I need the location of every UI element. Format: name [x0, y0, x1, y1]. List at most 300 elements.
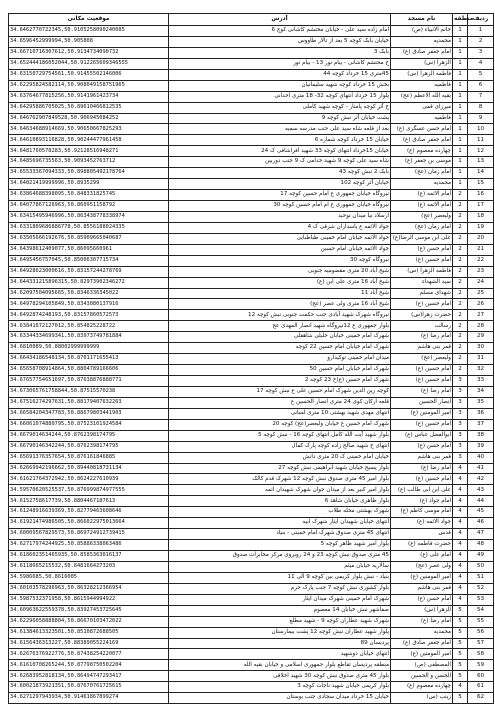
table-row: [9, 408, 494, 419]
table-row: [9, 310, 494, 321]
address-cell: بلوار ظاهری خیابان شاهد 6: [169, 496, 391, 507]
zone-cell: 1: [453, 80, 468, 91]
zone-cell: 1: [453, 91, 468, 102]
location-cell: 34.6658420434​7783,50.886798034​41​9​03: [9, 408, 169, 419]
table-row: [9, 58, 494, 69]
location-cell: 34.6751627429​7631,50.88179407​63​22​63: [9, 397, 169, 408]
row-number-cell: 51: [468, 572, 494, 583]
mosque-name-cell: ولیعصر (عج): [391, 211, 453, 222]
row-number-cell: 42: [468, 474, 494, 485]
zone-cell: 2: [453, 211, 468, 222]
address-cell: بلوار امیر کبیر بعد از میدان جوان شهرک شهیدان ائمه: [169, 485, 391, 496]
mosque-name-cell: جواد الائمه (ع): [391, 518, 453, 529]
address-cell: خ محتشم کاشانی - بیام نور 13 - بیام نور: [169, 58, 391, 69]
location-cell: 34.6463468891​4669,50.9065066782​5293: [9, 124, 169, 135]
row-number-cell: 49: [468, 551, 494, 562]
mosque-name-cell: امیر المومنین (ع): [391, 408, 453, 419]
table-row: [9, 441, 494, 452]
row-number-cell: 23: [468, 266, 494, 277]
address-cell: خیابان 15خرداد انتهای کوچه 33 شهید افراشافی ک 24: [169, 146, 391, 157]
table-row: [9, 583, 494, 594]
row-number-cell: 13: [468, 157, 494, 168]
table-row: [9, 211, 494, 222]
row-number-cell: 25: [468, 288, 494, 299]
table-row: [9, 124, 494, 135]
header-zone: منطقه: [453, 14, 468, 26]
zone-cell: 4: [453, 540, 468, 551]
row-number-cell: 38: [468, 430, 494, 441]
mosque-name-cell: قمر بنی هاشم: [391, 452, 453, 463]
address-cell: بلوار امیر 45 متری صدوق نبش کوچه 12 شهرک قدم کالک: [169, 474, 391, 485]
location-cell: 34.6407786712​6963,50.8609511​5​8792: [9, 201, 169, 212]
zone-cell: 1: [453, 36, 468, 47]
mosque-name-cell: میرزای قمی: [391, 102, 453, 113]
zone-cell: 1: [453, 157, 468, 168]
table-row: [9, 244, 494, 255]
mosque-name-cell: قدس: [391, 529, 453, 540]
mosque-name-cell: امام زمان (عج): [391, 168, 453, 179]
address-cell: 45متری 15 خرداد کوچه 44: [169, 69, 391, 80]
table-row: [9, 507, 494, 518]
location-cell: 34.6524441860520​44,50.912265609346​555: [9, 58, 169, 69]
address-cell: انتهای خیابان شهیدان ایثار شهرک ابیه: [169, 518, 391, 529]
zone-cell: 4: [453, 572, 468, 583]
row-number-cell: 35: [468, 397, 494, 408]
row-number-cell: 62: [468, 693, 494, 704]
zone-cell: 1: [453, 124, 468, 135]
mosque-name-cell: امام موسی کاظم (ع): [391, 507, 453, 518]
location-cell: 34.6000956782​9573,50.8697249127​394​15: [9, 529, 169, 540]
table-row: [9, 376, 494, 387]
address-cell: شیخ آباد 16 متری علی ابن (ع): [169, 277, 391, 288]
address-cell: بلوار 45 متری صدوق نبش کوچه 30 شهید اخلاقی: [169, 671, 391, 682]
row-number-cell: 60: [468, 671, 494, 682]
row-number-cell: 53: [468, 594, 494, 605]
zone-cell: 1: [453, 146, 468, 157]
address-cell: منطقه پردیسان تقاطع بلوار جمهوری اسلامی و خیابان بقیه الله: [169, 660, 391, 671]
row-number-cell: 37: [468, 419, 494, 430]
table-row: [9, 638, 494, 649]
row-number-cell: 58: [468, 649, 494, 660]
table-row: [9, 529, 494, 540]
location-cell: 34.6331809686​886778,50.85561880​24335: [9, 222, 169, 233]
mosque-table: [8, 13, 494, 704]
location-cell: 34.6679014634​2244,50.87623981​74​7​95: [9, 441, 169, 452]
mosque-name-cell: علی ابن موسی الرضا(ع): [391, 233, 453, 244]
mosque-name-cell: فاطمه الزهرا (س): [391, 266, 453, 277]
row-number-cell: 34: [468, 386, 494, 397]
mosque-name-cell: امیر المومنین (ع): [391, 649, 453, 660]
address-cell: شهرک امام خمینی شهرک میدان ایثار: [169, 594, 391, 605]
mosque-name-cell: چهارده معصوم (ع): [391, 682, 453, 693]
row-number-cell: 22: [468, 255, 494, 266]
zone-cell: 4: [453, 682, 468, 693]
location-cell: 34.6096362​2​5​5​9​3​7​8,50.8392​7​4​5​3​7​2​5​6​4​5: [9, 605, 169, 616]
table-row: [9, 671, 494, 682]
mosque-name-cell: موسی بن جعفر (ع): [391, 157, 453, 168]
row-number-cell: 17: [468, 201, 494, 212]
zone-cell: 3: [453, 408, 468, 419]
location-cell: 34.6553336709​4333,50.89880549​2178764: [9, 168, 169, 179]
row-number-cell: 8: [468, 102, 494, 113]
location-cell: 34.6492874248193,50.83157860​572573: [9, 310, 169, 321]
header-location: موقعیت مکانی: [9, 14, 169, 26]
mosque-name-cell: امام حسین (ع): [391, 255, 453, 266]
table-row: [9, 91, 494, 102]
address-cell: صفاشهر نبش خیابان 14 معصوم: [169, 605, 391, 616]
location-cell: 34.6161070​8​2​6​5​2​4​4,50.8779​8​7​5​0​5​0​2​2​0​4: [9, 660, 169, 671]
row-number-cell: 16: [468, 190, 494, 201]
row-number-cell: 36: [468, 408, 494, 419]
location-cell: 34.6376467781​5256,50.91419614237​34: [9, 91, 169, 102]
zone-cell: 4: [453, 551, 468, 562]
address-cell: بلوار جمهوری ع 12نیروگاه شهید انصار المهدی عج: [169, 321, 391, 332]
location-cell: 34.6765775465​1697,50.87638876​88​8771: [9, 376, 169, 387]
row-number-cell: 44: [468, 496, 494, 507]
row-number-cell: 32: [468, 365, 494, 376]
address-cell: جواد الائمه خیابان امام حسین: [169, 244, 391, 255]
zone-cell: 4: [453, 583, 468, 594]
mosque-name-cell: امام حسین (ع): [391, 419, 453, 430]
row-number-cell: 9: [468, 113, 494, 124]
location-cell: 34.6118665​2​1​5​5​32,50.848166427​3​2​0​3: [9, 561, 169, 572]
zone-cell: 2: [453, 354, 468, 365]
table-row: [9, 518, 494, 529]
location-cell: 34.6443312​1589​6315,50.829739023​46272: [9, 277, 169, 288]
address-cell: بخش 15 خرداد کوچه شهید سلیمانیان: [169, 80, 391, 91]
address-cell: خیابان بابک کوچه 5 بعد از تالار طاووس: [169, 36, 391, 47]
zone-cell: 5: [453, 627, 468, 638]
location-cell: 34.6268395​2​8​1​8​1​3​4,50.8649​4​7​4​7​2​9​3​4​1​7: [9, 671, 169, 682]
table-row: [9, 343, 494, 354]
address-cell: بلوار کریمی خیابان شهید ناجات کوچه 3: [169, 682, 391, 693]
location-cell: 34.6350566619​2676,50.859096650​40687: [9, 233, 169, 244]
mosque-name-cell: رسالت: [391, 321, 453, 332]
location-cell: 34.6229582458211​4,50.908049158751​965: [9, 80, 169, 91]
mosque-name-cell: محمدیه: [391, 36, 453, 47]
address-cell: سالاریه خیابان میثم: [169, 561, 391, 572]
address-cell: شهرک بهشتی محله طلاب: [169, 507, 391, 518]
mosque-name-cell: امام علی (ع): [391, 551, 453, 562]
zone-cell: 2: [453, 299, 468, 310]
mosque-name-cell: محمدیه: [391, 179, 453, 190]
table-row: [9, 266, 494, 277]
row-number-cell: 19: [468, 222, 494, 233]
table-row: [9, 179, 494, 190]
table-row: [9, 168, 494, 179]
zone-cell: 4: [453, 507, 468, 518]
table-row: [9, 627, 494, 638]
row-number-cell: 52: [468, 583, 494, 594]
table-header-row: [9, 14, 494, 26]
mosque-name-cell: خاتم الانبیاء (ص): [391, 26, 453, 37]
zone-cell: 2: [453, 332, 468, 343]
zone-cell: 2: [453, 277, 468, 288]
mosque-name-cell: امام جعفر صادق (ع): [391, 135, 453, 146]
zone-cell: 2: [453, 222, 468, 233]
row-number-cell: 26: [468, 299, 494, 310]
location-cell: 34.6010357829​6963,50.86328​2​1​2​3​6​6​9​5​4: [9, 583, 169, 594]
address-cell: شهرک امام حسین غ خیابان ولیعصر(عج) کوچه 20: [169, 419, 391, 430]
row-number-cell: 54: [468, 605, 494, 616]
location-cell: 34.6462770722345,50.9105258090240085: [9, 26, 169, 37]
location-cell: 34.6429588670​5025,50.89610466​81​2535: [9, 102, 169, 113]
location-cell: 34.6192147498​6505,50.86602297​5013664: [9, 518, 169, 529]
row-number-cell: 24: [468, 277, 494, 288]
address-cell: شهرک امام حسین (ع)خ 23 کوچه 2: [169, 376, 391, 387]
table-row: [9, 157, 494, 168]
table-row: [9, 551, 494, 562]
zone-cell: 5: [453, 693, 468, 704]
row-number-cell: 43: [468, 485, 494, 496]
row-number-cell: 47: [468, 529, 494, 540]
address-cell: خیابان امام خمینی ک 20 متری دانش: [169, 452, 391, 463]
location-cell: 34.6495456757​045,50.850063077​15734: [9, 255, 169, 266]
row-number-cell: 15: [468, 179, 494, 190]
table-row: [9, 682, 494, 693]
table-row: [9, 616, 494, 627]
mosque-name-cell: فاطمیه: [391, 80, 453, 91]
mosque-name-cell: امام رضا (ع): [391, 386, 453, 397]
location-cell: 34.6266994219​6662,50.894408​1​8​7​3​1​1​34: [9, 463, 169, 474]
row-number-cell: 39: [468, 441, 494, 452]
zone-cell: 1: [453, 179, 468, 190]
table-row: [9, 419, 494, 430]
row-number-cell: 6: [468, 80, 494, 91]
mosque-name-cell: الزهرا (س): [391, 605, 453, 616]
address-cell: بعد از قلعه شاه سید علی جنب مدرسه سمیه: [169, 124, 391, 135]
zone-cell: 2: [453, 266, 468, 277]
row-number-cell: 27: [468, 310, 494, 321]
address-cell: بابک 3: [169, 47, 391, 58]
zone-cell: 1: [453, 58, 468, 69]
mosque-name-cell: امام حسن (ع): [391, 594, 453, 605]
location-cell: 34.6124891663​9369,50.8277946360​8646: [9, 507, 169, 518]
location-cell: 34.6271797424​4925,50.858863380​63486: [9, 540, 169, 551]
location-cell: 34.6386468839​8095,50.8483318​25745: [9, 190, 169, 201]
location-cell: 34.6209750409​5665,50.83463363​45022: [9, 288, 169, 299]
mosque-name-cell: امام جعفر صادق (ع): [391, 47, 453, 58]
zone-cell: 3: [453, 397, 468, 408]
zone-cell: 1: [453, 26, 468, 37]
table-row: [9, 277, 494, 288]
row-number-cell: 31: [468, 354, 494, 365]
address-cell: بلوار امیر شهید ظاهر کوچه 5: [169, 540, 391, 551]
address-cell: ارسلاد نیا میدان توحید: [169, 211, 391, 222]
address-cell: نیروگاه خیابان جمهوری ع امام حسین کوچه 17: [169, 190, 391, 201]
location-cell: 34.6334433469​9341,50.839737497​8​1884: [9, 332, 169, 343]
row-number-cell: 55: [468, 616, 494, 627]
address-cell: پردیسان 89: [169, 638, 391, 649]
table-row: [9, 561, 494, 572]
row-number-cell: 46: [468, 518, 494, 529]
mosque-name-cell: حضرت فاطمه (ع): [391, 540, 453, 551]
location-cell: 34.6002187​3​9​2​1​3​5​1,50.8767​0​7​6​1​7​2​5​6​1​5: [9, 682, 169, 693]
zone-cell: 4: [453, 518, 468, 529]
table-row: [9, 474, 494, 485]
row-number-cell: 41: [468, 463, 494, 474]
zone-cell: 2: [453, 190, 468, 201]
row-number-cell: 10: [468, 124, 494, 135]
mosque-name-cell: ولی عصر (عج): [391, 561, 453, 572]
address-cell: انتهای خ شهید صالح زاده کوچه پارک کمال: [169, 441, 391, 452]
table-row: [9, 386, 494, 397]
table-row: [9, 452, 494, 463]
zone-cell: 5: [453, 638, 468, 649]
row-number-cell: 48: [468, 540, 494, 551]
row-number-cell: 33: [468, 376, 494, 387]
location-cell: 34.6679014​6​3​4​2​4​4,50.8762398​1​7​4​7​9​5: [9, 430, 169, 441]
address-cell: شیخ آباد 16 متری ولی عصر (عج): [169, 299, 391, 310]
address-cell: انتهای 45 متری صدوق شهرک امام خمینی - بنیاد: [169, 529, 391, 540]
mosque-name-cell: امام رضا (ع): [391, 463, 453, 474]
location-cell: 34.6596452999994,50.905808: [9, 36, 169, 47]
table-row: [9, 321, 494, 332]
address-cell: پشت خیابان آثر نبش کوچه 9: [169, 113, 391, 124]
mosque-name-cell: المصطفی (ص): [391, 660, 453, 671]
row-number-cell: 28: [468, 321, 494, 332]
zone-cell: 3: [453, 386, 468, 397]
table-row: [9, 102, 494, 113]
table-row: [9, 299, 494, 310]
location-cell: 34.6810089,50.880029999​99999: [9, 343, 169, 354]
table-row: [9, 605, 494, 616]
address-cell: جواد الائمه خیابان امام خمینی طباطبایی: [169, 233, 391, 244]
location-cell: 34.5957062052​5537,50.87699987​4​9​7​7​5​55: [9, 485, 169, 496]
mosque-name-cell: امام حسن عسگری (ع): [391, 124, 453, 135]
zone-cell: 2: [453, 244, 468, 255]
zone-cell: 5: [453, 671, 468, 682]
zone-cell: 1: [453, 47, 468, 58]
zone-cell: 1: [453, 69, 468, 80]
zone-cell: 4: [453, 474, 468, 485]
mosque-name-cell: ابوالفضل عباس (ع): [391, 430, 453, 441]
zone-cell: 3: [453, 441, 468, 452]
location-cell: 34.6138461​3​3​2​3​5​0​1,50.8510​8​7​2​6​8​8​5​0​5: [9, 627, 169, 638]
address-cell: بلوار 15 خرداد انتهای کوچه 32- 18 متری احدانی: [169, 91, 391, 102]
zone-cell: 5: [453, 616, 468, 627]
mosque-name-cell: فاطمیه: [391, 113, 453, 124]
row-number-cell: 57: [468, 638, 494, 649]
location-cell: 34.6267637​6​9​2​2​7​7​6,50.87438​2​5​4​2​2​0​0​7​7: [9, 649, 169, 660]
location-cell: 34.6485696735​563,50.90934527​6​37​12: [9, 157, 169, 168]
location-cell: 34.6271297​9​4​3​9​3​4,50.9146​1​8​6​7​8​9​9​2​7​4: [9, 693, 169, 704]
zone-cell: 3: [453, 376, 468, 387]
mosque-name-cell: امام جعفر صادق (ع): [391, 638, 453, 649]
zone-cell: 2: [453, 288, 468, 299]
mosque-name-cell: حضرت زهرا(س): [391, 310, 453, 321]
mosque-name-cell: امام رضا (ع): [391, 332, 453, 343]
address-cell: قلعه ارکان کوی 24 متری انصار الحسین ع: [169, 397, 391, 408]
mosque-name-cell: امام حسین (ع): [391, 365, 453, 376]
location-cell: 34.6186023​5​1465​935,50.858536​3​0​1​6​1​37: [9, 551, 169, 562]
mosque-name-cell: ولیعصر (عج): [391, 354, 453, 365]
location-cell: 34.6565870891​4864,50.8804789​1666​06: [9, 365, 169, 376]
address-cell: خیابان 15 خرداد کوچه شماره 6: [169, 135, 391, 146]
address-cell: جواد الائمه ع پاسداران شرقی ک 4: [169, 222, 391, 233]
table-row: [9, 288, 494, 299]
location-cell: 34.5987532​3​7​1​9​5​8,50.861​5​9​4​4​9​9​4​9​2​2: [9, 594, 169, 605]
mosque-name-cell: سید الشهداء: [391, 277, 453, 288]
location-cell: 34.6439861240​9077,50.86095660​9​61: [9, 244, 169, 255]
location-cell: 34.6402141999999​6,50.8935299: [9, 179, 169, 190]
table-row: [9, 190, 494, 201]
header-address: آدرس: [169, 14, 391, 26]
zone-cell: 4: [453, 485, 468, 496]
mosque-name-cell: قمر بنی هاشم: [391, 583, 453, 594]
address-cell: امام زاده سید علی - خیابان مختشم کاشانی کوچ 6: [169, 26, 391, 37]
location-cell: 34.6229605​8​8​8​8​8​04,50.86670​1​0​3​4​7​2​0​2​2: [9, 616, 169, 627]
address-cell: 45 متری صدوق نبش کوچه 23 و 24 روبروی مرکز مخابرات صدوق: [169, 551, 391, 562]
location-cell: 34.6384167​2​1270​12,50.854825228​722: [9, 321, 169, 332]
mosque-name-cell: الزهرا (س): [391, 58, 453, 69]
zone-cell: 4: [453, 594, 468, 605]
address-cell: خ آثر کوچه پامنار - کوچه شهید کاملی: [169, 102, 391, 113]
zone-cell: 3: [453, 430, 468, 441]
address-cell: بلوار شهید آیت الله کامل انتهای کوچه 16 - نبش کوچه 5: [169, 430, 391, 441]
table-row: [9, 201, 494, 212]
table-row: [9, 572, 494, 583]
zone-cell: 5: [453, 605, 468, 616]
address-cell: خیابان آثر کوچه 102: [169, 179, 391, 190]
address-cell: بلوار کشوری نبش کوچه 7 جنب پارک حرم: [169, 583, 391, 594]
table-row: [9, 47, 494, 58]
address-cell: نیروگاه خیابان جمهوری ع ام امام حسین کوچه 30: [169, 201, 391, 212]
mosque-name-cell: امام حسین (ع): [391, 376, 453, 387]
address-cell: نیروگاه شهرک شهید آبادی جنب حکمت جنوبی نبش کوچه 12: [169, 310, 391, 321]
address-cell: شهرک امام خیابان امام حسین 50: [169, 365, 391, 376]
table-row: [9, 365, 494, 376]
row-number-cell: 59: [468, 660, 494, 671]
location-cell: 34.6671071630761​2,50.91347340907​32: [9, 47, 169, 58]
row-number-cell: 3: [468, 47, 494, 58]
zone-cell: 2: [453, 321, 468, 332]
mosque-name-cell: قمر بنی هاشم: [391, 343, 453, 354]
address-cell: شهرک امام خمینی خیابان خلیلی شاهقلی: [169, 332, 391, 343]
table-row: [9, 430, 494, 441]
row-number-cell: 11: [468, 135, 494, 146]
mosque-name-cell: امام الائمه (ع): [391, 190, 453, 201]
table-row: [9, 496, 494, 507]
location-cell: 34.6461089311​6828,50.90244477​9​61458: [9, 135, 169, 146]
row-number-cell: 56: [468, 627, 494, 638]
table-row: [9, 26, 494, 37]
zone-cell: 2: [453, 233, 468, 244]
table-row: [9, 332, 494, 343]
table-row: [9, 113, 494, 124]
zone-cell: 5: [453, 649, 468, 660]
mosque-name-cell: امام حسن (ع): [391, 441, 453, 452]
location-cell: 34.6569137635​7654,50.87616​1​8​4​6​8​8​5: [9, 452, 169, 463]
address-cell: بابک 2 نبش کوچه 43: [169, 168, 391, 179]
location-cell: 34.6467629078​49528,50.9069450​8​4252: [9, 113, 169, 124]
mosque-name-cell: امام جواد (ع): [391, 496, 453, 507]
location-cell: 34.6606107488​0795,50.87523​1019​2​4584: [9, 419, 169, 430]
location-cell: 34.6481760578283,50.921285169​48271: [9, 146, 169, 157]
mosque-name-cell: امام حسین (ع): [391, 299, 453, 310]
row-number-cell: 30: [468, 343, 494, 354]
table-row: [9, 594, 494, 605]
location-cell: 34.5986685,50.8616005: [9, 572, 169, 583]
header-row-number: ردیف: [468, 14, 494, 26]
location-cell: 34.6643418654813​4,50.870117165​5​413: [9, 354, 169, 365]
table-row: [9, 36, 494, 47]
table-body: [9, 26, 494, 704]
zone-cell: 2: [453, 365, 468, 376]
table-row: [9, 463, 494, 474]
zone-cell: 2: [453, 310, 468, 321]
row-number-cell: 18: [468, 211, 494, 222]
